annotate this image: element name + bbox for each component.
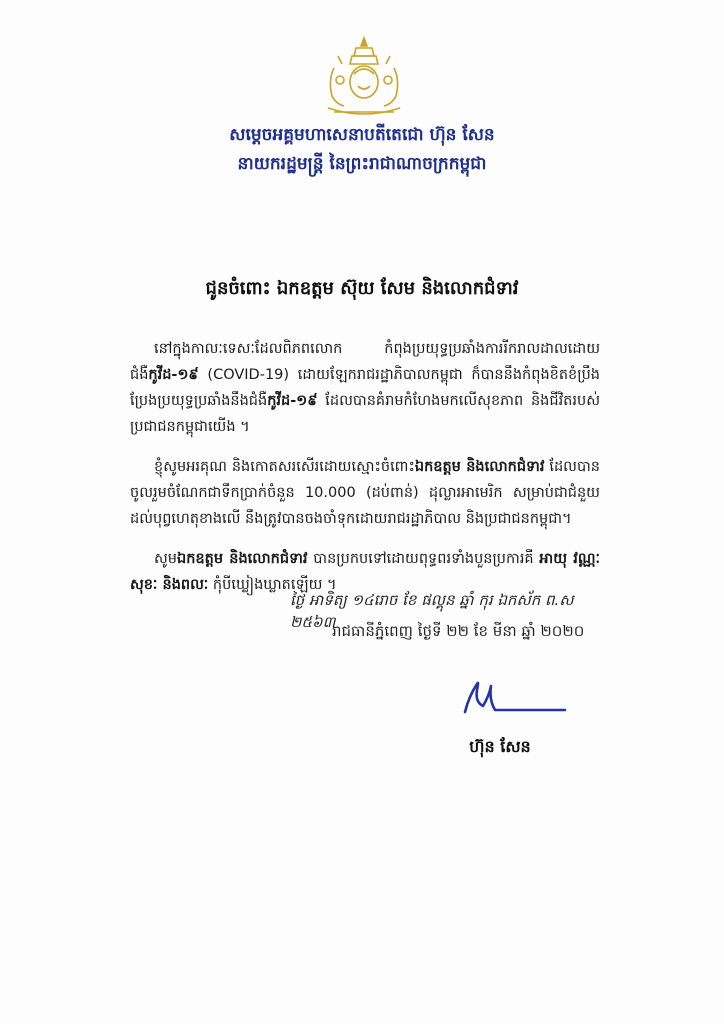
- text-bold: កូវីដ-១៩: [148, 367, 199, 383]
- sender-position: នាយករដ្ឋមន្ត្រី នៃព្រះរាជាណាចក្រកម្ពុជា: [237, 154, 487, 174]
- royal-coat-of-arms-icon: [314, 34, 414, 120]
- date-solar: រាជធានីភ្នំពេញ ថ្ងៃទី ២២ ខែ មីនា ឆ្នាំ ២០២០: [332, 622, 585, 640]
- text-bold: កូវីដ-១៩: [267, 393, 318, 409]
- text: សូម: [154, 551, 178, 567]
- date-lunar: ថ្ងៃ អាទិត្យ ១៤រោច ខែ ផល្គុន ឆ្នាំ កុរ ឯកស័ក ព.ស ២៥៦៣: [290, 591, 574, 631]
- text: ដែលបានគំរាមកំហែងមកលើសុខភាព និងជីវិតរបស់ប្រជាជនកម្ពុជាយើង ។: [130, 393, 600, 435]
- addressee: ជូនចំពោះ ឯកឧត្ដម ស៊ុយ សែម និងលោកជំទាវ: [205, 278, 519, 299]
- text: នៅក្នុងកាលៈទេសៈដែលពិភពលោក កំពុងប្រយុទ្ធប្រឆាំងការរីករាលដាលដោយជំងឺ: [130, 341, 600, 383]
- letter-body: [130, 336, 600, 612]
- text-bold: អាយុ វណ្ណៈ សុខៈ និងពលៈ: [130, 551, 600, 593]
- text: ខ្ញុំសូមអរគុណ និងកោតសរសើរដោយស្មោះចំពោះ: [154, 459, 415, 475]
- text-bold: ឯកឧត្ដម និងលោកជំទាវ: [177, 551, 308, 567]
- signer-name: ហ៊ុន សែន: [469, 737, 531, 756]
- paragraph-1: [130, 336, 600, 440]
- paragraph-2: [130, 454, 600, 532]
- text-bold: ឯកឧត្ដម និងលោកជំទាវ: [414, 459, 545, 475]
- sender-title: សម្ដេចអគ្គមហាសេនាបតីតេជោ ហ៊ុន សែន: [229, 125, 495, 145]
- text: បានប្រកបទៅដោយពុទ្ធពរទាំងបួនប្រការគឺ: [307, 551, 540, 567]
- signature-icon: [455, 676, 573, 726]
- text: ដែលបានចូលរួមចំណែកជាទឹកប្រាក់ចំនួន 10.000 (ដប់ពាន់) ដុល្លារអាមេរិក សម្រាប់ជាជំនួយដល់បុព្វហេតុខាងលើ នឹងត្រូវបានចងចាំទុកដោយរាជរដ្ឋាភិបាល និងប្រជាជនកម្ពុជា។: [130, 459, 600, 527]
- text: (COVID-19) ដោយឡែករាជរដ្ឋាភិបាលកម្ពុជា ក៏បាននឹងកំពុងខិតខំប្រឹងប្រែងប្រយុទ្ធប្រឆាំងនឹងជំងឺ: [130, 367, 600, 409]
- text: កុំបីឃ្លៀងឃ្លាតឡើយ ។: [208, 577, 337, 593]
